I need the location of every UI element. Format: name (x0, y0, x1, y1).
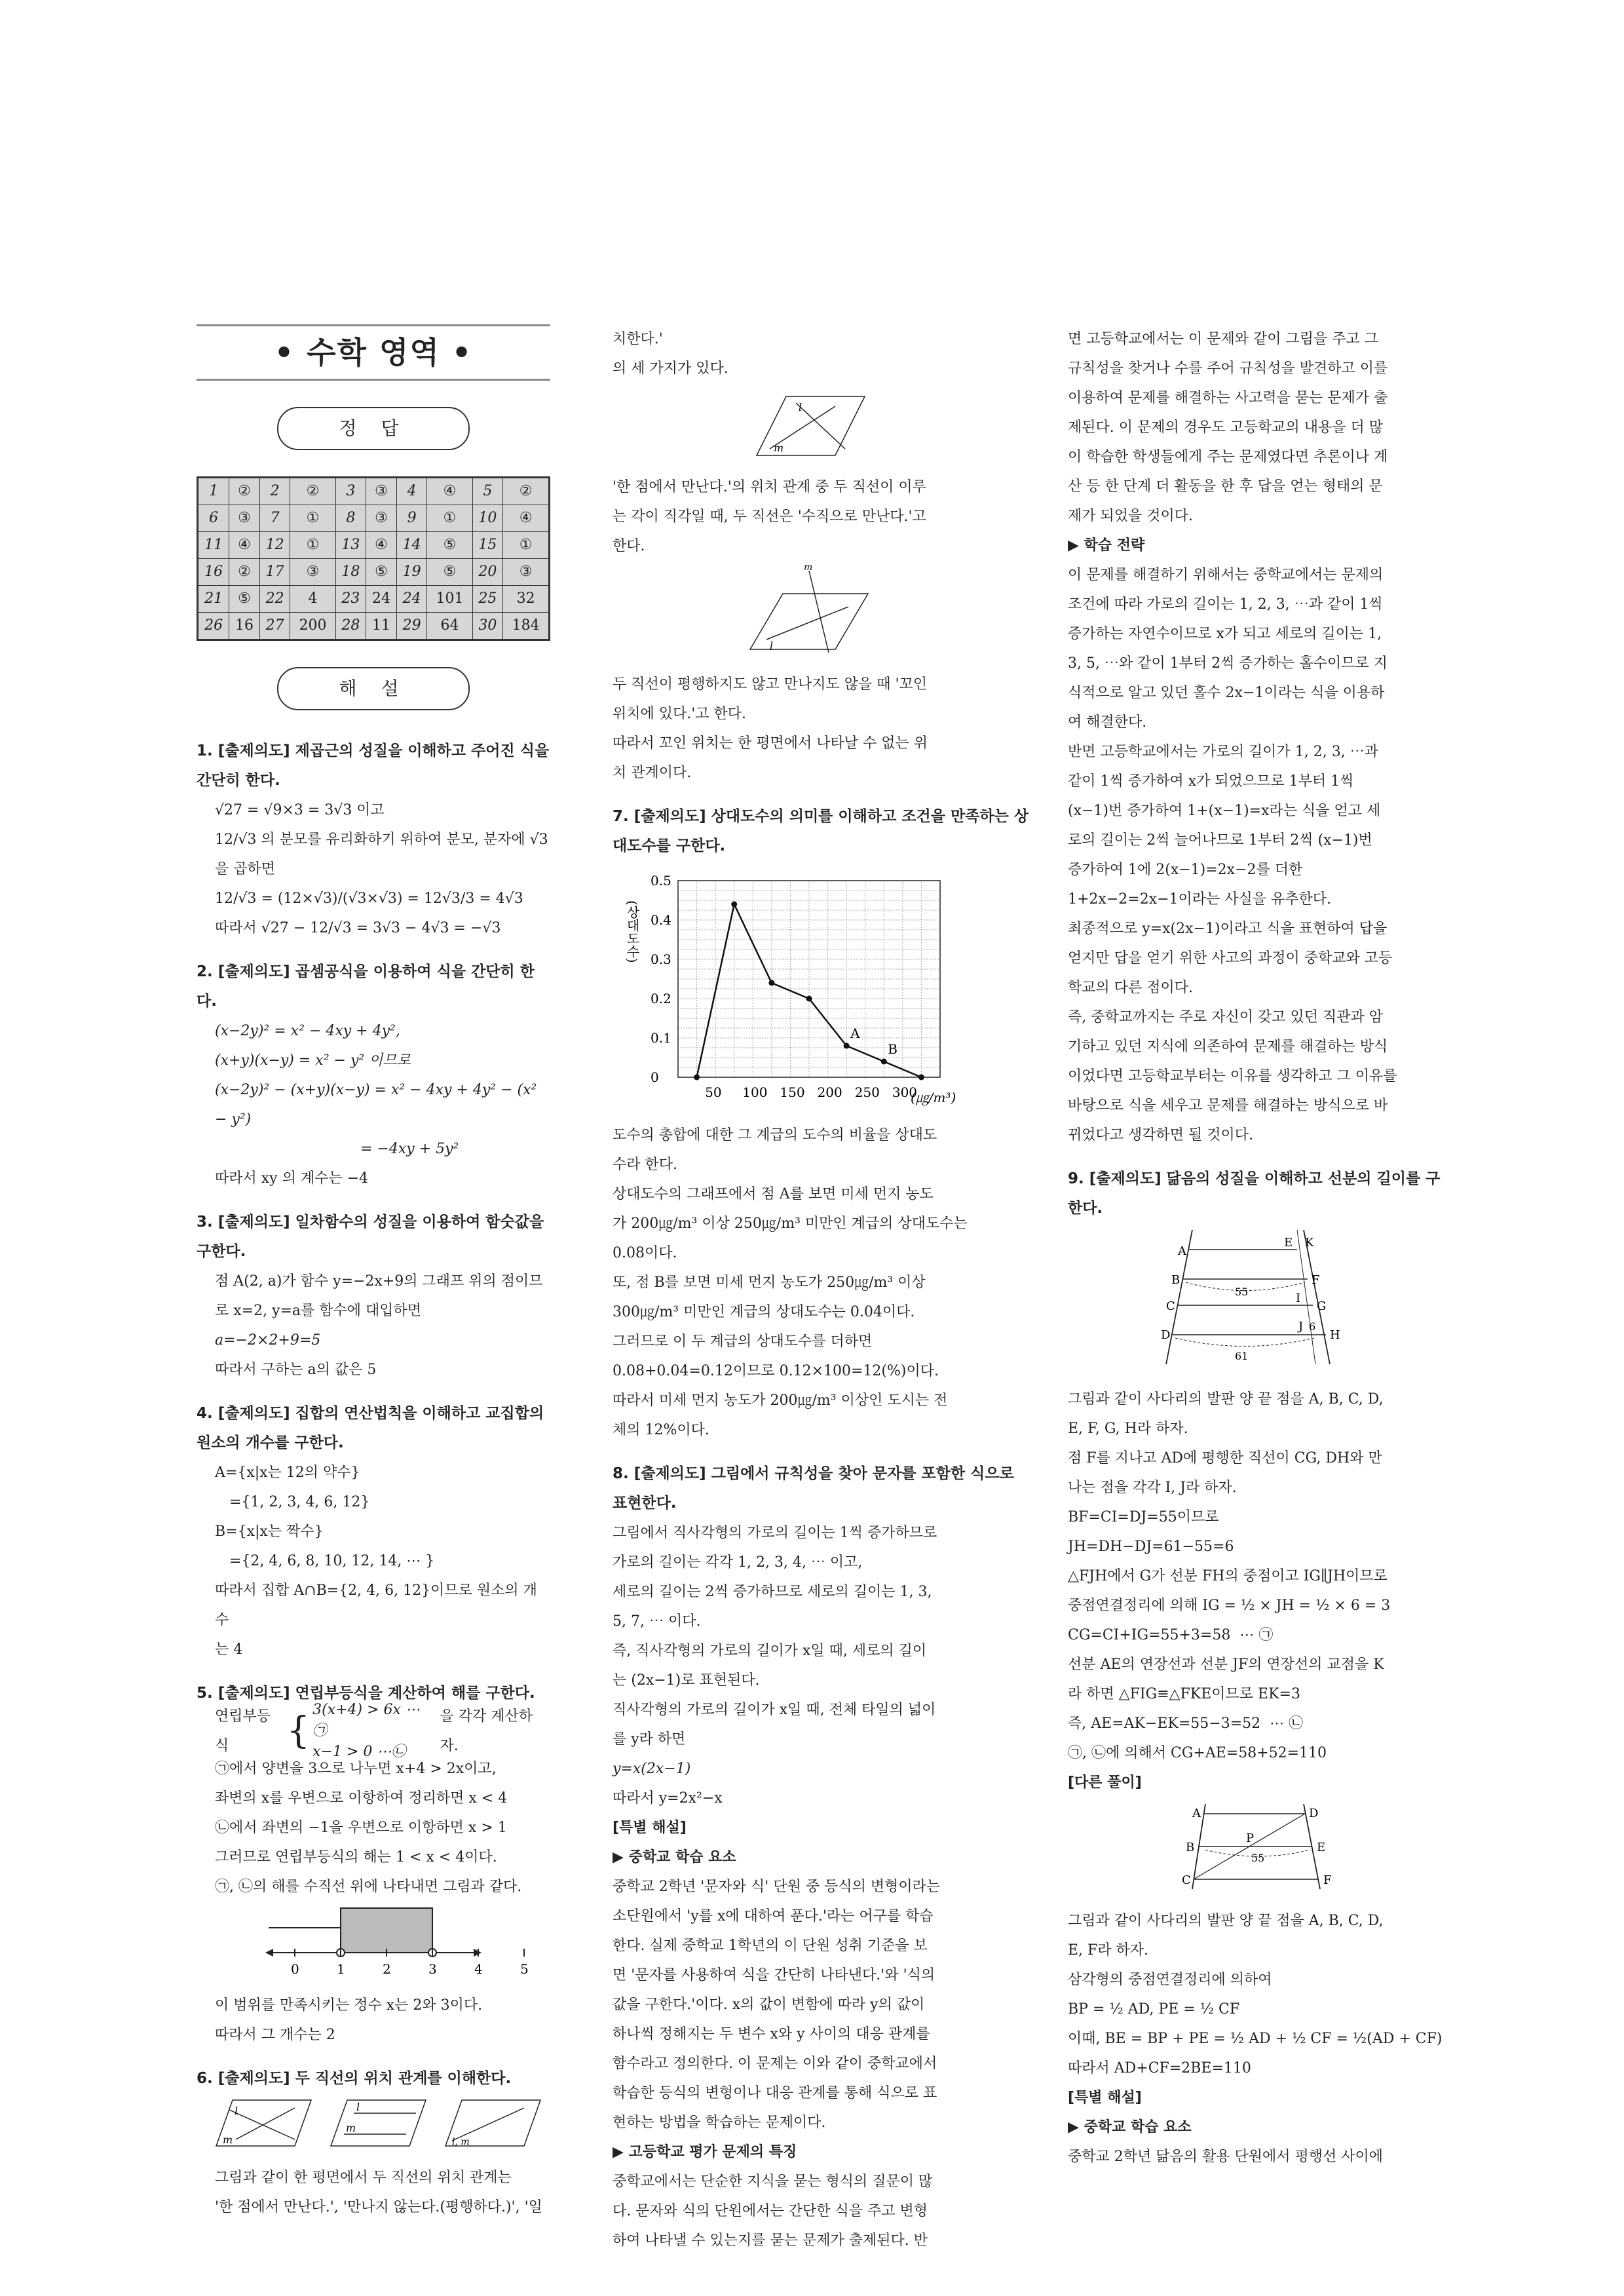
y-tick-label: 0.3 (651, 951, 671, 967)
q7-line: 상대도수의 그래프에서 점 A를 보면 미세 먼지 농도 (613, 1186, 934, 1202)
strategy-line: 로의 길이는 2씩 늘어나므로 1부터 2씩 (x−1)번 (1068, 832, 1372, 849)
q1-line: 을 곱하면 (215, 861, 276, 877)
col2-line: 는 각이 직각일 때, 두 직선은 '수직으로 만난다.'고 (613, 508, 926, 525)
q9-alt-line: 그림과 같이 사다리의 발판 양 끝 점을 A, B, C, D, (1068, 1913, 1384, 1929)
line-relations-figure (197, 2094, 550, 2152)
strategy-line: 이었다면 고등학교부터는 이유를 생각하고 그 이유를 (1068, 1068, 1397, 1084)
question-number: 9 (396, 505, 427, 532)
number-line-figure (197, 1902, 550, 1980)
fig-label: E (1317, 1841, 1326, 1854)
y-tick-label: 0.5 (651, 873, 671, 889)
answer-value: 32 (503, 586, 550, 613)
fig-label: l, m (452, 2137, 470, 2147)
x-tick-label: 200 (817, 1084, 842, 1100)
answer-row (198, 478, 550, 505)
question-number: 15 (472, 532, 503, 559)
answer-value: 101 (427, 586, 472, 613)
q2-line: 따라서 xy 의 계수는 −4 (215, 1170, 369, 1187)
q4-line: B={x|x는 짝수} (215, 1523, 324, 1540)
data-point (731, 902, 737, 908)
column-3 (1068, 324, 1454, 2172)
x-tick-label: 100 (742, 1084, 768, 1100)
y-tick-label: 0 (651, 1069, 659, 1085)
q8-high-head: ▶ 고등학교 평가 문제의 특징 (613, 2144, 797, 2160)
question-number: 28 (335, 613, 366, 640)
fig-label: D (1161, 1328, 1171, 1342)
q9-line: 중점연결정리에 의해 IG = ½ × JH = ½ × 6 = 3 (1068, 1598, 1391, 1614)
strategy-line: 얻지만 답을 얻기 위한 사고의 과정이 중학교와 고등 (1068, 950, 1393, 966)
data-point (844, 1043, 850, 1049)
q8-special-head: [특별 해설] (613, 1820, 687, 1836)
q5-system-suffix: 을 각각 계산하자. (440, 1708, 533, 1754)
strategy-line: 여 해결한다. (1068, 714, 1147, 731)
q7-line: 0.08+0.04=0.12이므로 0.12×100=12(%)이다. (613, 1363, 939, 1379)
question-number: 1 (198, 478, 229, 505)
q7-heading: 7. [출제의도] 상대도수의 의미를 이해하고 조건을 만족하는 상대도수를 구한다. (613, 808, 1029, 854)
strategy-line: 3, 5, ⋯와 같이 1부터 2씩 증가하는 홀수이므로 지 (1068, 655, 1388, 672)
question-number: 6 (198, 505, 229, 532)
fig-label: 55 (1235, 1286, 1249, 1298)
answer-value: ① (290, 532, 335, 559)
x-tick-label: 250 (854, 1084, 880, 1100)
q7-line: 수라 한다. (613, 1157, 677, 1173)
q7-line: 300㎍/m³ 미만인 계급의 상대도수는 0.04이다. (613, 1304, 915, 1320)
strategy-line: 이 문제를 해결하기 위해서는 중학교에서는 문제의 (1068, 567, 1384, 583)
strategy-line: 증가하는 자연수이므로 x가 되고 세로의 길이는 1, (1068, 626, 1382, 642)
q4-line: ={1, 2, 3, 4, 6, 12} (229, 1494, 370, 1510)
coincident-lines-plane (445, 2100, 540, 2147)
answer-value: ③ (229, 505, 260, 532)
fig-label: l (770, 640, 774, 652)
answer-value: ④ (503, 505, 550, 532)
q8-mid-line: 하나씩 정해지는 두 변수 x와 y 사이의 대응 관계를 (613, 2026, 930, 2042)
fig-label: m (804, 562, 813, 573)
answer-value: ③ (366, 478, 397, 505)
data-point (694, 1075, 700, 1081)
q8-mid-line: 한다. 실제 중학교 1학년의 이 단원 성취 기준을 보 (613, 1938, 928, 1954)
intersecting-lines-plane (216, 2100, 311, 2146)
question-number: 19 (396, 559, 427, 586)
fig-label: I (1296, 1292, 1301, 1305)
number-line-label: 3 (428, 1961, 437, 1977)
answer-value: ⑤ (366, 559, 397, 586)
question-number: 17 (259, 559, 290, 586)
q8-line: 즉, 직사각형의 가로의 길이가 x일 때, 세로의 길이 (613, 1643, 927, 1659)
answer-row (198, 532, 550, 559)
q7-line: 가 200㎍/m³ 이상 250㎍/m³ 미만인 계급의 상대도수는 (613, 1215, 968, 1232)
question-number: 27 (259, 613, 290, 640)
answer-row (198, 559, 550, 586)
col2-line: 두 직선이 평행하지도 않고 만나지도 않을 때 '꼬인 (613, 676, 928, 693)
strategy-line: 바탕으로 식을 세우고 문제를 해결하는 방식으로 바 (1068, 1098, 1388, 1114)
answer-value: 200 (290, 613, 335, 640)
question-number: 30 (472, 613, 503, 640)
fig-label: l (356, 2101, 360, 2113)
fig-label: F (1323, 1873, 1332, 1887)
strategy-line: 즉, 중학교까지는 주로 자신이 갖고 있던 직관과 암 (1068, 1009, 1383, 1025)
q9-line: JH=DH−DJ=61−55=6 (1068, 1539, 1234, 1555)
q2-heading: 2. [출제의도] 곱셈공식을 이용하여 식을 간단히 한다. (197, 963, 535, 1010)
column-1 (197, 324, 550, 2222)
col3-line: 규칙성을 찾거나 수를 주어 규칙성을 발견하고 이를 (1068, 360, 1388, 377)
question-number: 23 (335, 586, 366, 613)
y-tick-label: 0.2 (651, 991, 671, 1006)
fig-label: l (235, 2105, 238, 2117)
q4-line: A={x|x는 12의 약수} (215, 1464, 360, 1481)
q7-line: 또, 점 B를 보면 미세 먼지 농도가 250㎍/m³ 이상 (613, 1274, 926, 1291)
question-number: 5 (472, 478, 503, 505)
q1-line: √27 = √9×3 = 3√3 이고 (215, 802, 385, 818)
question-number: 25 (472, 586, 503, 613)
q9-line: 즉, AE=AK−EK=55−3=52 ⋯ ㉡ (1068, 1715, 1304, 1732)
fig-label: H (1330, 1328, 1340, 1342)
q1-line: 12/√3 = (12×√3)/(√3×√3) = 12√3/3 = 4√3 (215, 890, 523, 907)
intersecting-lines-figure (613, 383, 1032, 462)
answer-value: ③ (290, 559, 335, 586)
q2-line: (x−2y)² = x² − 4xy + 4y², (215, 1023, 400, 1039)
q9-line: 라 하면 △FIG≡△FKE이므로 EK=3 (1068, 1686, 1300, 1702)
q5-line: 따라서 그 개수는 2 (215, 2027, 335, 2043)
answer-value: ⑤ (427, 532, 472, 559)
answer-value: ② (290, 478, 335, 505)
fig-label: G (1317, 1299, 1327, 1313)
q5-eq: 3(x+4) > 6x ⋯㉠ (312, 1702, 420, 1739)
q5-line: ㉡에서 좌변의 −1을 우변으로 이항하면 x > 1 (215, 1820, 507, 1836)
x-tick-label: 150 (780, 1084, 805, 1100)
x-tick-label: 300 (892, 1084, 918, 1100)
q4-line: 따라서 집합 A∩B={2, 4, 6, 12}이므로 원소의 개수 (215, 1582, 537, 1628)
answer-value: 16 (229, 613, 260, 640)
data-point (881, 1059, 887, 1065)
fig-label: C (1166, 1299, 1175, 1313)
number-line-label: 1 (337, 1961, 345, 1977)
q9-mid-line: 중학교 2학년 닮음의 활용 단원에서 평행선 사이에 (1068, 2149, 1383, 2165)
data-point (768, 980, 774, 986)
q2-line: (x+y)(x−y) = x² − y² 이므로 (215, 1052, 411, 1069)
q3-line: 점 A(2, a)가 함수 y=−2x+9의 그래프 위의 점이므 (215, 1273, 543, 1290)
q9-alt-line: 삼각형의 중점연결정리에 의하여 (1068, 1972, 1272, 1988)
point-annotation: A (850, 1025, 860, 1041)
col2-line: 치한다.' (613, 331, 663, 347)
col3-line: 제된다. 이 문제의 경우도 고등학교의 내용을 더 많 (1068, 419, 1383, 436)
q4-line: ={2, 4, 6, 8, 10, 12, 14, ⋯ } (229, 1553, 435, 1569)
fig-label: P (1246, 1831, 1255, 1845)
question-number: 16 (198, 559, 229, 586)
fig-label: m (346, 2122, 356, 2134)
question-number: 13 (335, 532, 366, 559)
fig-label: l (799, 401, 803, 413)
answer-value: 11 (366, 613, 397, 640)
strategy-line: 학교의 다른 점이다. (1068, 980, 1193, 996)
brace-icon: { (286, 1710, 311, 1752)
q9-line: 나는 점을 각각 I, J라 하자. (1068, 1480, 1237, 1496)
fig-label: m (223, 2133, 233, 2146)
q5-line: 이 범위를 만족시키는 정수 x는 2와 3이다. (215, 1997, 483, 2014)
q5-line: ㉠, ㉡의 해를 수직선 위에 나타내면 그림과 같다. (215, 1879, 522, 1895)
answer-value: ③ (503, 559, 550, 586)
question-number: 7 (259, 505, 290, 532)
q9-line: △FJH에서 G가 선분 FH의 중점이고 IG∥JH이므로 (1068, 1568, 1388, 1584)
strategy-line: 반면 고등학교에서는 가로의 길이가 1, 2, 3, ⋯과 (1068, 744, 1378, 760)
strategy-line: 증가하여 1에 2(x−1)=2x−2를 더한 (1068, 862, 1303, 878)
fig-label: B (1171, 1273, 1180, 1287)
fig-label: J (1298, 1320, 1304, 1333)
question-number: 18 (335, 559, 366, 586)
column-2 (613, 324, 1032, 2255)
q2-line: = −4xy + 5y² (360, 1141, 459, 1157)
q8-line: 따라서 y=2x²−x (613, 1790, 723, 1807)
col2-line: 따라서 꼬인 위치는 한 평면에서 나타날 수 없는 위 (613, 735, 928, 752)
question-number: 8 (335, 505, 366, 532)
q8-line: 가로의 길이는 각각 1, 2, 3, 4, ⋯ 이고, (613, 1554, 863, 1571)
q9-line: E, F, G, H라 하자. (1068, 1421, 1188, 1437)
answer-value: ④ (427, 478, 472, 505)
q8-high-line: 중학교에서는 단순한 지식을 묻는 형식의 질문이 많 (613, 2173, 933, 2190)
strategy-line: 식적으로 알고 있던 홀수 2x−1이라는 식을 이용하 (1068, 685, 1385, 701)
q9-special-head: [특별 해설] (1068, 2090, 1142, 2106)
q8-line: 그림에서 직사각형의 가로의 길이는 1씩 증가하므로 (613, 1525, 937, 1541)
answer-value: ① (290, 505, 335, 532)
strategy-line: 최종적으로 y=x(2x−1)이라고 식을 표현하여 답을 (1068, 921, 1388, 937)
question-number: 22 (259, 586, 290, 613)
q7-line: 그러므로 이 두 계급의 상대도수를 더하면 (613, 1333, 873, 1350)
q5-line: 좌변의 x를 우변으로 이항하여 정리하면 x < 4 (215, 1790, 508, 1807)
question-number: 24 (396, 586, 427, 613)
question-number: 26 (198, 613, 229, 640)
q1-line: 따라서 √27 − 12/√3 = 3√3 − 4√3 = −√3 (215, 920, 501, 936)
strategy-line: 뀌었다고 생각하면 될 것이다. (1068, 1127, 1253, 1143)
answer-row (198, 505, 550, 532)
strategy-line: 조건에 따라 가로의 길이는 1, 2, 3, ⋯과 같이 1씩 (1068, 596, 1383, 613)
question-number: 4 (396, 478, 427, 505)
chart-ylabel: (상대도수) (624, 900, 640, 963)
fig-label: A (1178, 1244, 1186, 1258)
q9-line: 점 F를 지나고 AD에 평행한 직선이 CG, DH와 만 (1068, 1450, 1382, 1466)
answer-value: ② (229, 559, 260, 586)
answer-value: ④ (366, 532, 397, 559)
answer-value: 184 (503, 613, 550, 640)
question-number: 11 (198, 532, 229, 559)
col3-line: 이 학습한 학생들에게 주는 문제였다면 추론이나 계 (1068, 449, 1388, 465)
answer-value: ① (503, 532, 550, 559)
q5-heading: 5. [출제의도] 연립부등식을 계산하여 해를 구한다. (197, 1685, 535, 1702)
q8-line: 는 (2x−1)로 표현된다. (613, 1672, 760, 1689)
q8-heading: 8. [출제의도] 그림에서 규칙성을 찾아 문자를 포함한 식으로 표현한다. (613, 1465, 1014, 1512)
q3-line: a=−2×2+9=5 (215, 1332, 321, 1349)
fig-label: D (1309, 1807, 1319, 1820)
data-point (918, 1075, 924, 1081)
q5-system-equations (312, 1700, 433, 1763)
col2-line: '한 점에서 만난다.'의 위치 관계 중 두 직선이 이루 (613, 479, 926, 495)
col3-line: 면 고등학교에서는 이 문제와 같이 그림을 주고 그 (1068, 331, 1378, 347)
fig-label: 55 (1251, 1852, 1265, 1864)
q8-high-line: 다. 문자와 식의 단원에서는 간단한 식을 주고 변형 (613, 2203, 928, 2219)
q8-line: y=x(2x−1) (613, 1761, 691, 1777)
relative-frequency-chart (613, 861, 1032, 1110)
col2-line: 한다. (613, 538, 645, 554)
q4-line: 는 4 (215, 1641, 243, 1658)
number-line-label: 2 (383, 1961, 391, 1977)
answer-row (198, 586, 550, 613)
q8-line: 5, 7, ⋯ 이다. (613, 1613, 701, 1630)
answer-value: ② (229, 478, 260, 505)
q8-mid-line: 학습한 등식의 변형이나 대응 관계를 통해 식으로 표 (613, 2085, 937, 2101)
q9-line: 그림과 같이 사다리의 발판 양 끝 점을 A, B, C, D, (1068, 1391, 1384, 1407)
title-rule-bottom (197, 379, 550, 381)
q9-alt-line: E, F라 하자. (1068, 1942, 1149, 1959)
question-number: 10 (472, 505, 503, 532)
fig-label: 6 (1309, 1320, 1316, 1333)
q9-line: BF=CI=DJ=55이므로 (1068, 1509, 1219, 1525)
fig-label: 61 (1235, 1350, 1249, 1362)
question-number: 3 (335, 478, 366, 505)
question-number: 21 (198, 586, 229, 613)
q5-line: ㉠에서 양변을 3으로 나누면 x+4 > 2x이고, (215, 1761, 497, 1777)
strategy-line: (x−1)번 증가하여 1+(x−1)=x라는 식을 얻고 세 (1068, 803, 1381, 819)
q9-line: CG=CI+IG=55+3=58 ⋯ ㉠ (1068, 1627, 1274, 1643)
q4-heading: 4. [출제의도] 집합의 연산법칙을 이해하고 교집합의 원소의 개수를 구한다. (197, 1405, 544, 1451)
q9-alt-line: 이때, BE = BP + PE = ½ AD + ½ CF = ½(AD + CF) (1068, 2031, 1443, 2047)
y-tick-label: 0.1 (651, 1030, 671, 1046)
question-number: 20 (472, 559, 503, 586)
q8-line: 세로의 길이는 2씩 증가하므로 세로의 길이는 1, 3, (613, 1584, 932, 1600)
data-point (806, 996, 812, 1002)
fig-label: F (1312, 1273, 1320, 1287)
fig-label: C (1182, 1873, 1191, 1887)
answer-value: ④ (229, 532, 260, 559)
q8-mid-line: 현하는 방법을 학습하는 문제이다. (613, 2114, 826, 2131)
q1-line: 12/√3 의 분모를 유리화하기 위하여 분모, 분자에 √3 (215, 832, 548, 848)
col3-line: 이용하여 문제를 해결하는 사고력을 묻는 문제가 출 (1068, 390, 1388, 406)
q3-heading: 3. [출제의도] 일차함수의 성질을 이용하여 함숫값을 구한다. (197, 1214, 544, 1260)
answer-value: ② (503, 478, 550, 505)
chart-ticks (651, 873, 917, 1100)
question-number: 29 (396, 613, 427, 640)
q8-line: 를 y라 하면 (613, 1731, 686, 1748)
point-annotation: B (888, 1041, 897, 1057)
strategy-line: 1+2x−2=2x−1이라는 사실을 유추한다. (1068, 891, 1332, 908)
answer-value: 4 (290, 586, 335, 613)
answer-row (198, 613, 550, 640)
q8-mid-line: 소단원에서 'y를 x에 대하여 푼다.'라는 어구를 학습 (613, 1908, 934, 1924)
fig-label: K (1305, 1236, 1314, 1250)
col2-line: 치 관계이다. (613, 765, 692, 781)
question-number: 2 (259, 478, 290, 505)
q7-line: 따라서 미세 먼지 농도가 200㎍/m³ 이상인 도시는 전 (613, 1392, 948, 1409)
chart-xlabel: (㎍/m³) (911, 1090, 956, 1105)
fig-label: A (1192, 1807, 1201, 1820)
strategy-line: 기하고 있던 지식에 의존하여 문제를 해결하는 방식 (1068, 1039, 1388, 1055)
q3-line: 로 x=2, y=a를 함수에 대입하면 (215, 1303, 422, 1319)
perpendicular-lines-figure (613, 561, 1032, 659)
q9-line: ㉠, ㉡에 의해서 CG+AE=58+52=110 (1068, 1745, 1327, 1761)
q8-mid-line: 값을 구한다.'이다. x의 값이 변함에 따라 y의 값이 (613, 1997, 925, 2013)
question-number: 14 (396, 532, 427, 559)
q8-mid-line: 함수라고 정의한다. 이 문제는 이와 같이 중학교에서 (613, 2056, 937, 2072)
col2-line: 위치에 있다.'고 한다. (613, 706, 747, 722)
q7-line: 0.08이다. (613, 1245, 677, 1261)
q8-line: 직사각형의 가로의 길이가 x일 때, 전체 타일의 넓이 (613, 1702, 936, 1718)
x-tick-label: 50 (705, 1084, 722, 1100)
answer-value: ⑤ (427, 559, 472, 586)
q7-line: 도수의 총합에 대한 그 계급의 도수의 비율을 상대도 (613, 1127, 937, 1143)
ladder-figure (1068, 1223, 1454, 1374)
q6-line: 그림과 같이 한 평면에서 두 직선의 위치 관계는 (215, 2170, 512, 2186)
answer-value: 24 (366, 586, 397, 613)
q9-alt-line: 따라서 AD+CF=2BE=110 (1068, 2060, 1251, 2076)
parallel-lines-plane (331, 2100, 426, 2146)
col3-line: 산 등 한 단계 더 활동을 한 후 답을 얻는 형태의 문 (1068, 478, 1383, 495)
q3-line: 따라서 구하는 a의 값은 5 (215, 1362, 377, 1378)
explain-label: 해 설 (277, 667, 470, 710)
strategy-head: ▶ 학습 전략 (1068, 537, 1145, 554)
page-title: • 수학 영역 • (274, 335, 473, 370)
answer-value: ⑤ (229, 586, 260, 613)
q6-line: '한 점에서 만난다.', '만나지 않는다.(평행하다.)', '일 (215, 2199, 542, 2215)
number-line-label: 4 (474, 1961, 483, 1977)
q2-line: (x−2y)² − (x+y)(x−y) = x² − 4xy + 4y² − (x² − y²) (215, 1082, 542, 1128)
q9-alt-line: BP = ½ AD, PE = ½ CF (1068, 2001, 1240, 2018)
question-number: 12 (259, 532, 290, 559)
answer-value: ③ (366, 505, 397, 532)
col3-line: 제가 되었을 것이다. (1068, 508, 1193, 524)
ladder-alt-figure (1068, 1797, 1454, 1896)
q5-system-prefix: 연립부등식 (215, 1708, 271, 1754)
q1-heading: 1. [출제의도] 제곱근의 성질을 이해하고 주어진 식을 간단히 한다. (197, 742, 550, 789)
q6-heading: 6. [출제의도] 두 직선의 위치 관계를 이해한다. (197, 2070, 512, 2087)
strategy-line: 같이 1씩 증가하여 x가 되었으므로 1부터 1씩 (1068, 773, 1354, 790)
col2-line: 의 세 가지가 있다. (613, 360, 728, 377)
q9-heading: 9. [출제의도] 닮음의 성질을 이해하고 선분의 길이를 구한다. (1068, 1170, 1441, 1217)
y-tick-label: 0.4 (651, 912, 671, 928)
answer-value: 64 (427, 613, 472, 640)
q9-alt-head: [다른 풀이] (1068, 1774, 1142, 1791)
number-line-label: 0 (291, 1961, 299, 1977)
q8-mid-line: 면 '문자를 사용하여 식을 간단히 나타낸다.'와 '식의 (613, 1967, 935, 1983)
q8-high-line: 하여 나타낼 수 있는지를 묻는 문제가 출제된다. 반 (613, 2232, 928, 2249)
q7-line: 체의 12%이다. (613, 1422, 709, 1438)
answer-table (197, 476, 550, 641)
fig-label: m (774, 442, 784, 454)
number-line-label: 5 (520, 1961, 529, 1977)
answers-label: 정 답 (277, 407, 470, 450)
q5-system (197, 1702, 550, 1760)
q5-eq: x−1 > 0 ⋯㉡ (312, 1744, 406, 1760)
fig-label: B (1186, 1841, 1195, 1854)
fig-label: E (1284, 1236, 1293, 1250)
q8-mid-line: 중학교 2학년 '문자와 식' 단원 중 등식의 변형이라는 (613, 1879, 941, 1895)
answer-value: ① (427, 505, 472, 532)
q9-line: 선분 AE의 연장선과 선분 JF의 연장선의 교점을 K (1068, 1656, 1384, 1673)
q9-mid-head: ▶ 중학교 학습 요소 (1068, 2119, 1192, 2135)
q5-line: 그러므로 연립부등식의 해는 1 < x < 4이다. (215, 1849, 497, 1866)
q8-mid-head: ▶ 중학교 학습 요소 (613, 1849, 736, 1866)
